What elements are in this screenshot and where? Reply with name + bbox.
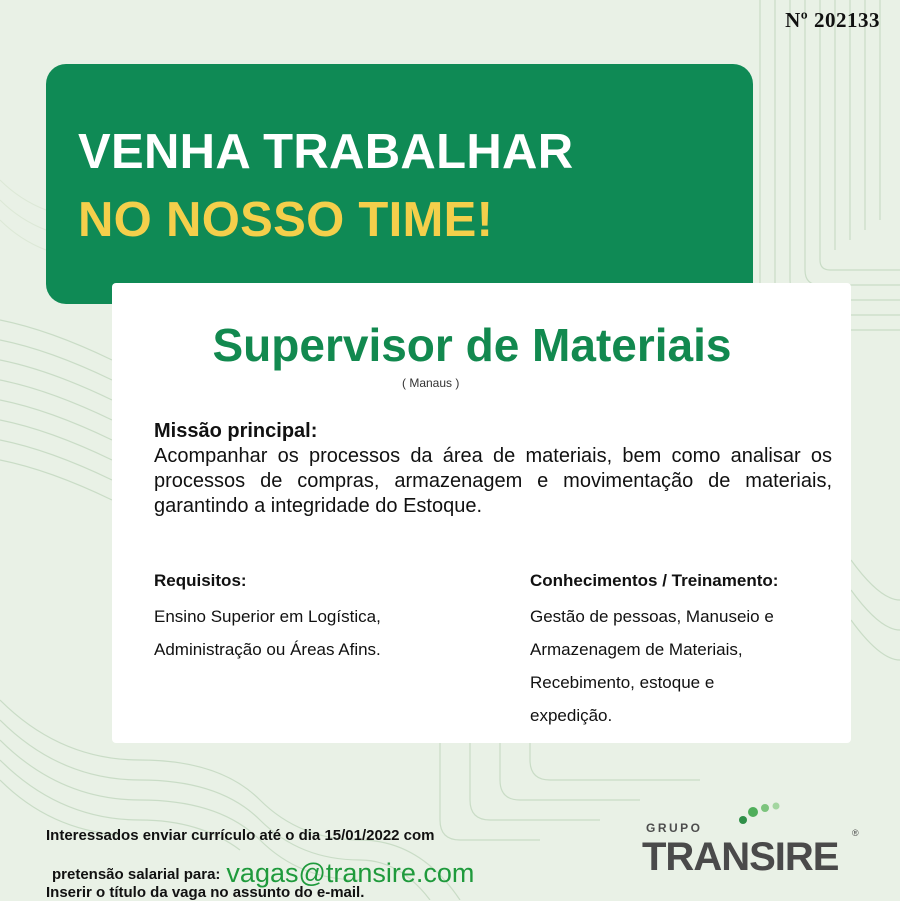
knowledge-line: Armazenagem de Materiais,: [530, 640, 743, 659]
requirements-heading: Requisitos:: [154, 571, 247, 590]
logo-dot: [773, 803, 780, 810]
transire-logo: [640, 800, 870, 880]
requirements-list: [154, 600, 484, 666]
salary-instructions-label: pretensão salarial para:: [52, 866, 221, 883]
requirements-line: Administração ou Áreas Afins.: [154, 640, 381, 659]
email-link[interactable]: vagas@transire.com: [226, 858, 475, 888]
job-location: ( Manaus ): [402, 376, 460, 390]
job-number: Nº 202133: [785, 8, 880, 32]
knowledge-line: Recebimento, estoque e: [530, 673, 715, 692]
mission-heading: Missão principal:: [154, 420, 318, 442]
logo-dot: [761, 804, 769, 812]
knowledge-list: [530, 600, 830, 732]
hero-banner: [46, 64, 753, 304]
mission-description: Acompanhar os processos da área de materiais, bem como analisar os processos de compras, armazenagem e movimentação de materiais, garantindo a integridade do Estoque.: [154, 445, 832, 517]
logo-brand-text: TRANSIRE: [642, 835, 839, 879]
logo-group-text: GRUPO: [646, 821, 703, 835]
logo-dot: [748, 807, 758, 817]
hero-headline: VENHA TRABALHAR: [78, 125, 574, 179]
knowledge-heading: Conhecimentos / Treinamento:: [530, 571, 779, 590]
requirements-line: Ensino Superior em Logística,: [154, 607, 381, 626]
application-instructions: Interessados enviar currículo até o dia 15/01/2022 com: [46, 827, 435, 844]
logo-dot: [739, 816, 747, 824]
knowledge-line: Gestão de pessoas, Manuseio e: [530, 607, 774, 626]
hero-subheadline: NO NOSSO TIME!: [78, 193, 494, 247]
logo-registered-mark: ®: [852, 828, 859, 838]
knowledge-line: expedição.: [530, 706, 613, 725]
job-title: Supervisor de Materiais: [212, 319, 732, 371]
subject-instructions: Inserir o título da vaga no assunto do e-mail.: [46, 884, 365, 901]
